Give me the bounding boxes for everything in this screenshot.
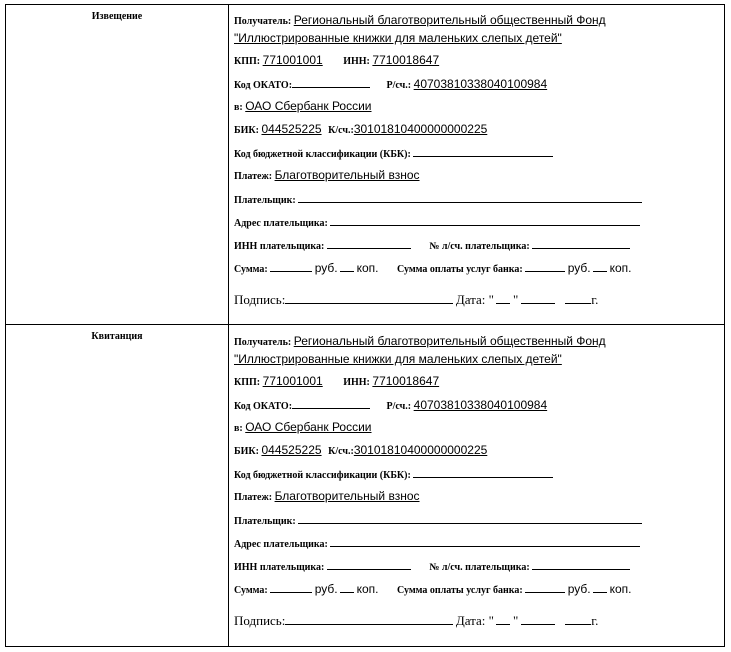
bank-label: в: [234,102,243,113]
payment-row [234,489,420,503]
date-month-field[interactable] [521,613,555,625]
bank-fee-kop-field[interactable] [593,581,607,593]
kbk-label: Код бюджетной классификации (КБК): [234,149,411,160]
bank-fee-label: Сумма оплаты услуг банка: [397,585,523,596]
ks-value: 30101810400000000225 [353,122,488,136]
kbk-field[interactable] [413,145,553,157]
signature-field[interactable] [285,292,453,304]
bank-label: в: [234,423,243,434]
sum-label: Сумма: [234,585,268,596]
payment-value: Благотворительный взнос [274,489,420,503]
rub-label: руб. [567,582,591,596]
account-label: Р/сч.: [386,80,412,91]
section-divider [6,324,724,325]
payer-label: Плательщик: [234,195,296,206]
payer-inn-label: ИНН плательщика: [234,562,325,573]
okato-account-row [234,76,547,91]
recipient-label: Получатель: [234,16,292,27]
kbk-row [234,145,553,160]
ks-value: 30101810400000000225 [353,443,488,457]
payer-address-label: Адрес плательщика: [234,218,328,229]
section-title-notice: Извещение [91,11,143,22]
kbk-label: Код бюджетной классификации (КБК): [234,470,411,481]
payer-account-label: № л/сч. плательщика: [429,241,530,252]
sum-kop-field[interactable] [340,260,354,272]
payer-inn-row [234,237,630,252]
payer-account-field[interactable] [532,558,630,570]
kop-label: коп. [356,582,379,596]
date-label: Дата: " [455,292,494,307]
bank-row [234,99,372,113]
payer-row [234,512,642,527]
recipient-value-line2: "Иллюстрированные книжки для маленьких слепых детей" [234,352,562,366]
payer-inn-label: ИНН плательщика: [234,241,325,252]
account-value: 40703810338040100984 [413,77,548,91]
sum-row [234,260,632,275]
kbk-row [234,466,553,481]
kop-label: коп. [609,582,632,596]
okato-field[interactable] [292,76,370,88]
date-quote: " [512,613,519,628]
bank-fee-rub-field[interactable] [525,260,565,272]
recipient-row [234,334,606,348]
rub-label: руб. [567,261,591,275]
bik-label: БИК: [234,125,259,136]
payer-address-label: Адрес плательщика: [234,539,328,550]
payer-label: Плательщик: [234,516,296,527]
date-year-field[interactable] [565,292,591,304]
account-value: 40703810338040100984 [413,398,548,412]
date-day-field[interactable] [496,292,510,304]
bank-fee-label: Сумма оплаты услуг банка: [397,264,523,275]
recipient-label: Получатель: [234,337,292,348]
kpp-label: КПП: [234,56,261,67]
payer-inn-field[interactable] [327,558,411,570]
date-label: Дата: " [455,613,494,628]
bank-value: ОАО Сбербанк России [245,99,372,113]
inn-value: 7710018647 [372,374,440,388]
year-suffix: г. [591,292,599,307]
payer-row [234,191,642,206]
kpp-value: 771001001 [262,374,323,388]
payer-address-field[interactable] [330,535,640,547]
sum-row [234,581,632,596]
recipient-row-2 [234,31,562,45]
column-divider [228,5,229,646]
recipient-value-line2: "Иллюстрированные книжки для маленьких слепых детей" [234,31,562,45]
section-title-receipt: Квитанция [91,331,143,342]
payment-form [5,4,725,647]
payer-inn-row [234,558,630,573]
year-suffix: г. [591,613,599,628]
payer-field[interactable] [298,512,642,524]
date-month-field[interactable] [521,292,555,304]
okato-label: Код ОКАТО: [234,401,293,412]
payment-value: Благотворительный взнос [274,168,420,182]
recipient-value-line1: Региональный благотворительный общественный Фонд [293,334,606,348]
kpp-inn-row [234,53,439,67]
signature-row [234,613,598,629]
sum-rub-field[interactable] [270,260,312,272]
recipient-row [234,13,606,27]
recipient-value-line1: Региональный благотворительный общественный Фонд [293,13,606,27]
inn-value: 7710018647 [372,53,440,67]
payer-inn-field[interactable] [327,237,411,249]
okato-account-row [234,397,547,412]
payer-account-field[interactable] [532,237,630,249]
rub-label: руб. [314,261,338,275]
rub-label: руб. [314,582,338,596]
signature-row [234,292,598,308]
kbk-field[interactable] [413,466,553,478]
payer-address-field[interactable] [330,214,640,226]
payment-label: Платеж: [234,171,273,182]
signature-label: Подпись: [234,292,286,307]
bik-value: 044525225 [261,122,322,136]
date-quote: " [512,292,519,307]
kpp-label: КПП: [234,377,261,388]
inn-label: ИНН: [343,377,370,388]
account-label: Р/сч.: [386,401,412,412]
bank-row [234,420,372,434]
ks-label: К/сч.: [328,125,354,136]
bik-row [234,443,487,457]
payer-address-row [234,214,640,229]
signature-label: Подпись: [234,613,286,628]
kop-label: коп. [609,261,632,275]
bik-label: БИК: [234,446,259,457]
payer-field[interactable] [298,191,642,203]
bank-fee-rub-field[interactable] [525,581,565,593]
okato-field[interactable] [292,397,370,409]
date-day-field[interactable] [496,613,510,625]
payment-row [234,168,420,182]
bik-value: 044525225 [261,443,322,457]
sum-kop-field[interactable] [340,581,354,593]
inn-label: ИНН: [343,56,370,67]
signature-field[interactable] [285,613,453,625]
kop-label: коп. [356,261,379,275]
kpp-value: 771001001 [262,53,323,67]
sum-label: Сумма: [234,264,268,275]
sum-rub-field[interactable] [270,581,312,593]
bik-row [234,122,487,136]
bank-value: ОАО Сбербанк России [245,420,372,434]
okato-label: Код ОКАТО: [234,80,293,91]
recipient-row-2 [234,352,562,366]
date-year-field[interactable] [565,613,591,625]
payer-address-row [234,535,640,550]
payment-label: Платеж: [234,492,273,503]
bank-fee-kop-field[interactable] [593,260,607,272]
ks-label: К/сч.: [328,446,354,457]
payer-account-label: № л/сч. плательщика: [429,562,530,573]
kpp-inn-row [234,374,439,388]
